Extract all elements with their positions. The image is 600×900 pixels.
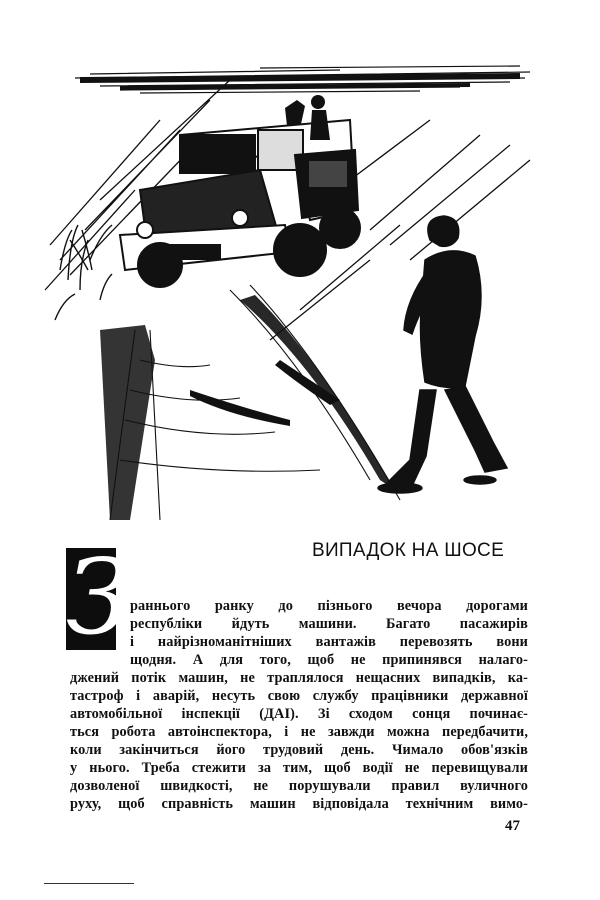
road-shadows (100, 295, 395, 520)
body-line: у нього. Треба стежити за тим, щоб водії не перевищували (70, 760, 528, 776)
page-number: 47 (505, 818, 520, 834)
walking-man (378, 216, 507, 493)
article-title: ВИПАДОК НА ШОСЕ (312, 540, 505, 561)
body-line: ться робота автоінспектора, і не завжди можна передбачити, (70, 724, 528, 740)
body-line: щодня. А для того, щоб не припинявся налаго- (130, 652, 528, 668)
body-line: автомобільної інспекції (ДАІ). Зі сходом сонця починає- (70, 706, 528, 722)
truck (120, 120, 360, 287)
body-line: джений потік машин, не траплялося нещасних випадків, ка- (70, 670, 528, 686)
body-line: республіки йдуть машини. Багато пасажирів (130, 616, 528, 632)
drop-cap (66, 536, 131, 658)
sky-hatching (75, 66, 530, 93)
body-line: руху, щоб справність машин відповідала технічним вимо- (70, 796, 528, 812)
road (110, 285, 400, 520)
bottom-rule (44, 883, 134, 884)
body-line: дозволеної швидкості, не порушували правил вуличного (70, 778, 528, 794)
illustration-truck-inspector (40, 60, 540, 520)
body-line: тастроф і аварій, несуть свою службу працівники державної (70, 688, 528, 704)
body-line: і найрізноманітніших вантажів перевозять вони (130, 634, 528, 650)
body-line: раннього ранку до пізнього вечора дорогами (130, 598, 528, 614)
body-line: коли закінчиться його трудовий день. Чимало обов'язків (70, 742, 528, 758)
drop-cap-letter: З (66, 536, 131, 658)
